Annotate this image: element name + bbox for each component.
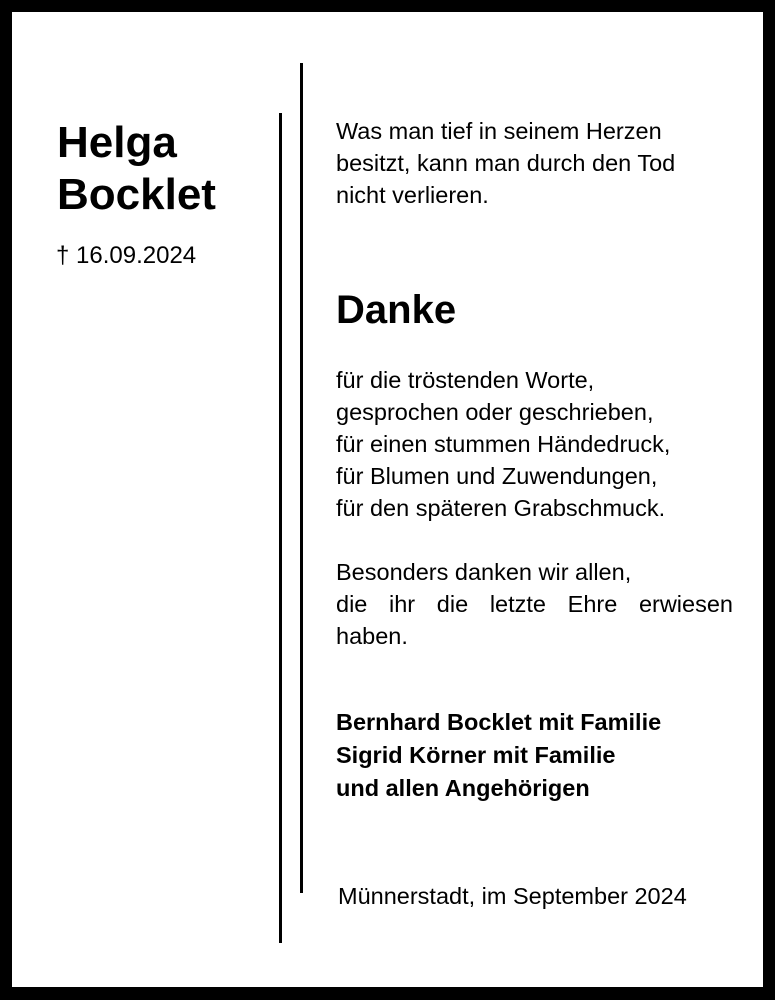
thanks-line: für Blumen und Zuwendungen, — [336, 463, 658, 489]
quote-line: Was man tief in seinem Herzen — [336, 118, 662, 144]
signatories — [336, 706, 661, 805]
special-thanks — [336, 556, 733, 652]
divider-line-left — [279, 113, 282, 943]
thanks-line: für die tröstenden Worte, — [336, 367, 595, 393]
quote-line: nicht verlieren. — [336, 182, 489, 208]
special-thanks-line: Besonders danken wir allen, — [336, 559, 632, 585]
death-date — [56, 242, 196, 270]
obituary-notice — [12, 12, 763, 987]
quote — [336, 115, 675, 211]
special-thanks-line: haben. — [336, 623, 408, 649]
heading-danke: Danke — [336, 288, 457, 332]
death-date-value: 16.09.2024 — [76, 242, 197, 269]
special-thanks-line: die ihr die letzte Ehre erwiesen — [336, 591, 733, 617]
thanks-line: gesprochen oder geschrieben, — [336, 399, 654, 425]
signatory: Bernhard Bocklet mit Familie — [336, 709, 662, 735]
quote-line: besitzt, kann man durch den Tod — [336, 150, 676, 176]
last-name: Bocklet — [57, 170, 216, 219]
thanks-line: für den späteren Grabschmuck. — [336, 495, 666, 521]
signatory: Sigrid Körner mit Familie — [336, 742, 616, 768]
divider-line-right — [300, 63, 303, 893]
first-name: Helga — [57, 118, 177, 167]
signatory: und allen Angehörigen — [336, 775, 590, 801]
thanks-line: für einen stummen Händedruck, — [336, 431, 671, 457]
cross-icon: † — [56, 242, 70, 269]
thanks-list — [336, 364, 670, 524]
place-date: Münnerstadt, im September 2024 — [338, 883, 687, 909]
